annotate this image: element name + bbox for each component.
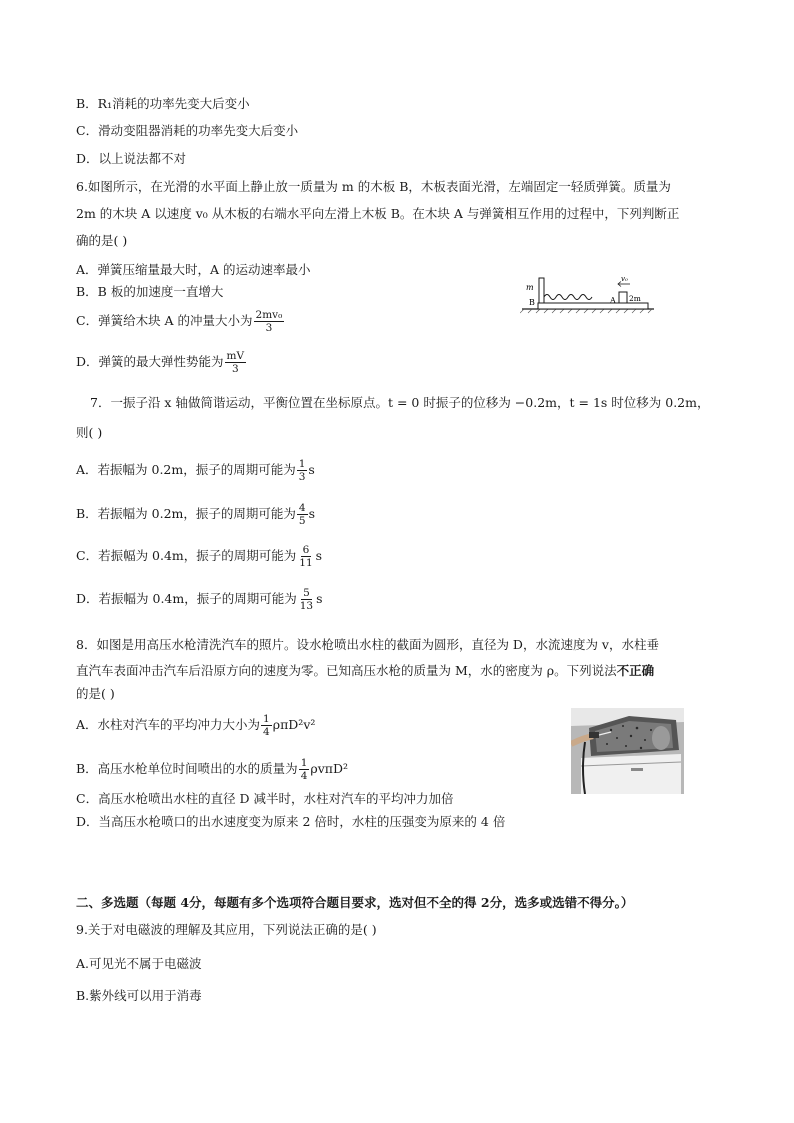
q6-stem-line1: 6.如图所示，在光滑的水平面上静止放一质量为 m 的木板 B，木板表面光滑，左端固定一轻质弹簧。质量为 bbox=[76, 179, 671, 194]
q8-option-b: B．高压水枪单位时间喷出的水的质量为 $\frac{1}{4}$ ρvπD² bbox=[76, 757, 349, 782]
q7-option-a: A．若振幅为 0.2m，振子的周期可能为 $\frac{1}{3}$ s bbox=[76, 458, 315, 483]
q6-option-c-text: C．弹簧给木块 A 的冲量大小为 bbox=[76, 313, 253, 328]
q7-option-c: C．若振幅为 0.4m，振子的周期可能为 $\frac{6}{11}$ s bbox=[76, 544, 323, 569]
q7-option-c-fraction: $\frac{6}{11}$ bbox=[299, 544, 313, 569]
q9-option-b: B.紫外线可以用于消毒 bbox=[76, 988, 202, 1003]
svg-text:A: A bbox=[610, 296, 616, 305]
q7-option-b-fraction: $\frac{4}{5}$ bbox=[298, 502, 306, 527]
q8-option-c: C．高压水枪喷出水柱的直径 D 减半时，水柱对汽车的平均冲力加倍 bbox=[76, 791, 454, 806]
q6-figure-spring-board bbox=[520, 272, 660, 314]
q5-option-b: B．R₁消耗的功率先变大后变小 bbox=[76, 96, 250, 111]
q6-option-b: B．B 板的加速度一直增大 bbox=[76, 284, 224, 299]
q8-emphasis: 不正确 bbox=[616, 663, 655, 678]
q6-stem-line3: 确的是( ) bbox=[76, 233, 128, 248]
q5-option-c: C．滑动变阻器消耗的功率先变大后变小 bbox=[76, 123, 299, 138]
q6-option-d-fraction: $\frac{mV}{3}$ bbox=[226, 350, 245, 375]
svg-text:B: B bbox=[529, 298, 535, 307]
car-wash-photo bbox=[571, 708, 684, 794]
q7-option-b: B．若振幅为 0.2m，振子的周期可能为 $\frac{4}{5}$ s bbox=[76, 502, 316, 527]
q6-option-c bbox=[76, 309, 285, 334]
q8-stem-line3: 的是( ) bbox=[76, 686, 115, 701]
q7-option-a-fraction: $\frac{1}{3}$ bbox=[298, 458, 306, 483]
q7-stem-line1: 7．一振子沿 x 轴做简谐运动，平衡位置在坐标原点。t = 0 时振子的位移为 −0.2m，t = 1s 时位移为 0.2m， bbox=[90, 395, 710, 410]
q7-option-d: D．若振幅为 0.4m，振子的周期可能为 $\frac{5}{13}$ s bbox=[76, 587, 323, 612]
q9-stem: 9.关于对电磁波的理解及其应用，下列说法正确的是( ) bbox=[76, 922, 377, 937]
q8-option-d: D．当高压水枪喷口的出水速度变为原来 2 倍时，水柱的压强变为原来的 4 倍 bbox=[76, 814, 506, 829]
q6-option-a: A．弹簧压缩量最大时，A 的运动速率最小 bbox=[76, 262, 311, 277]
section-2-heading: 二、多选题（每题 4分，每题有多个选项符合题目要求，选对但不全的得 2分，选多或选错不得分。） bbox=[76, 895, 634, 910]
q8-option-b-fraction: $\frac{1}{4}$ bbox=[300, 757, 308, 782]
q6-option-c-fraction: $\frac{\text{2mv₀}}{3}$ bbox=[255, 309, 283, 334]
q6-option-d bbox=[76, 350, 247, 375]
q7-option-d-fraction: $\frac{5}{13}$ bbox=[299, 587, 314, 612]
svg-text:2m: 2m bbox=[629, 294, 641, 303]
q5-option-d: D．以上说法都不对 bbox=[76, 151, 187, 166]
q8-option-a: A．水柱对汽车的平均冲力大小为 $\frac{1}{4}$ ρπD²v² bbox=[76, 713, 316, 738]
spring-icon bbox=[544, 295, 592, 300]
svg-text:m: m bbox=[526, 283, 534, 292]
q8-stem-line2: 直汽车表面冲击汽车后沿原方向的速度为零。已知高压水枪的质量为 M，水的密度为 ρ。下列说法不正确 bbox=[76, 663, 655, 678]
q8-option-a-fraction: $\frac{1}{4}$ bbox=[263, 713, 270, 738]
q8-stem-line1: 8．如图是用高压水枪清洗汽车的照片。设水枪喷出水柱的截面为圆形，直径为 D，水流速度为 v，水柱垂 bbox=[76, 637, 659, 652]
q7-stem-line2: 则( ) bbox=[76, 425, 103, 440]
svg-text:v₀: v₀ bbox=[621, 275, 628, 283]
q9-option-a: A.可见光不属于电磁波 bbox=[76, 956, 202, 971]
q6-option-d-text: D．弹簧的最大弹性势能为 bbox=[76, 354, 224, 369]
q6-stem-line2: 2m 的木块 A 以速度 v₀ 从木板的右端水平向左滑上木板 B。在木块 A 与弹簧相互作用的过程中，下列判断正 bbox=[76, 206, 680, 221]
